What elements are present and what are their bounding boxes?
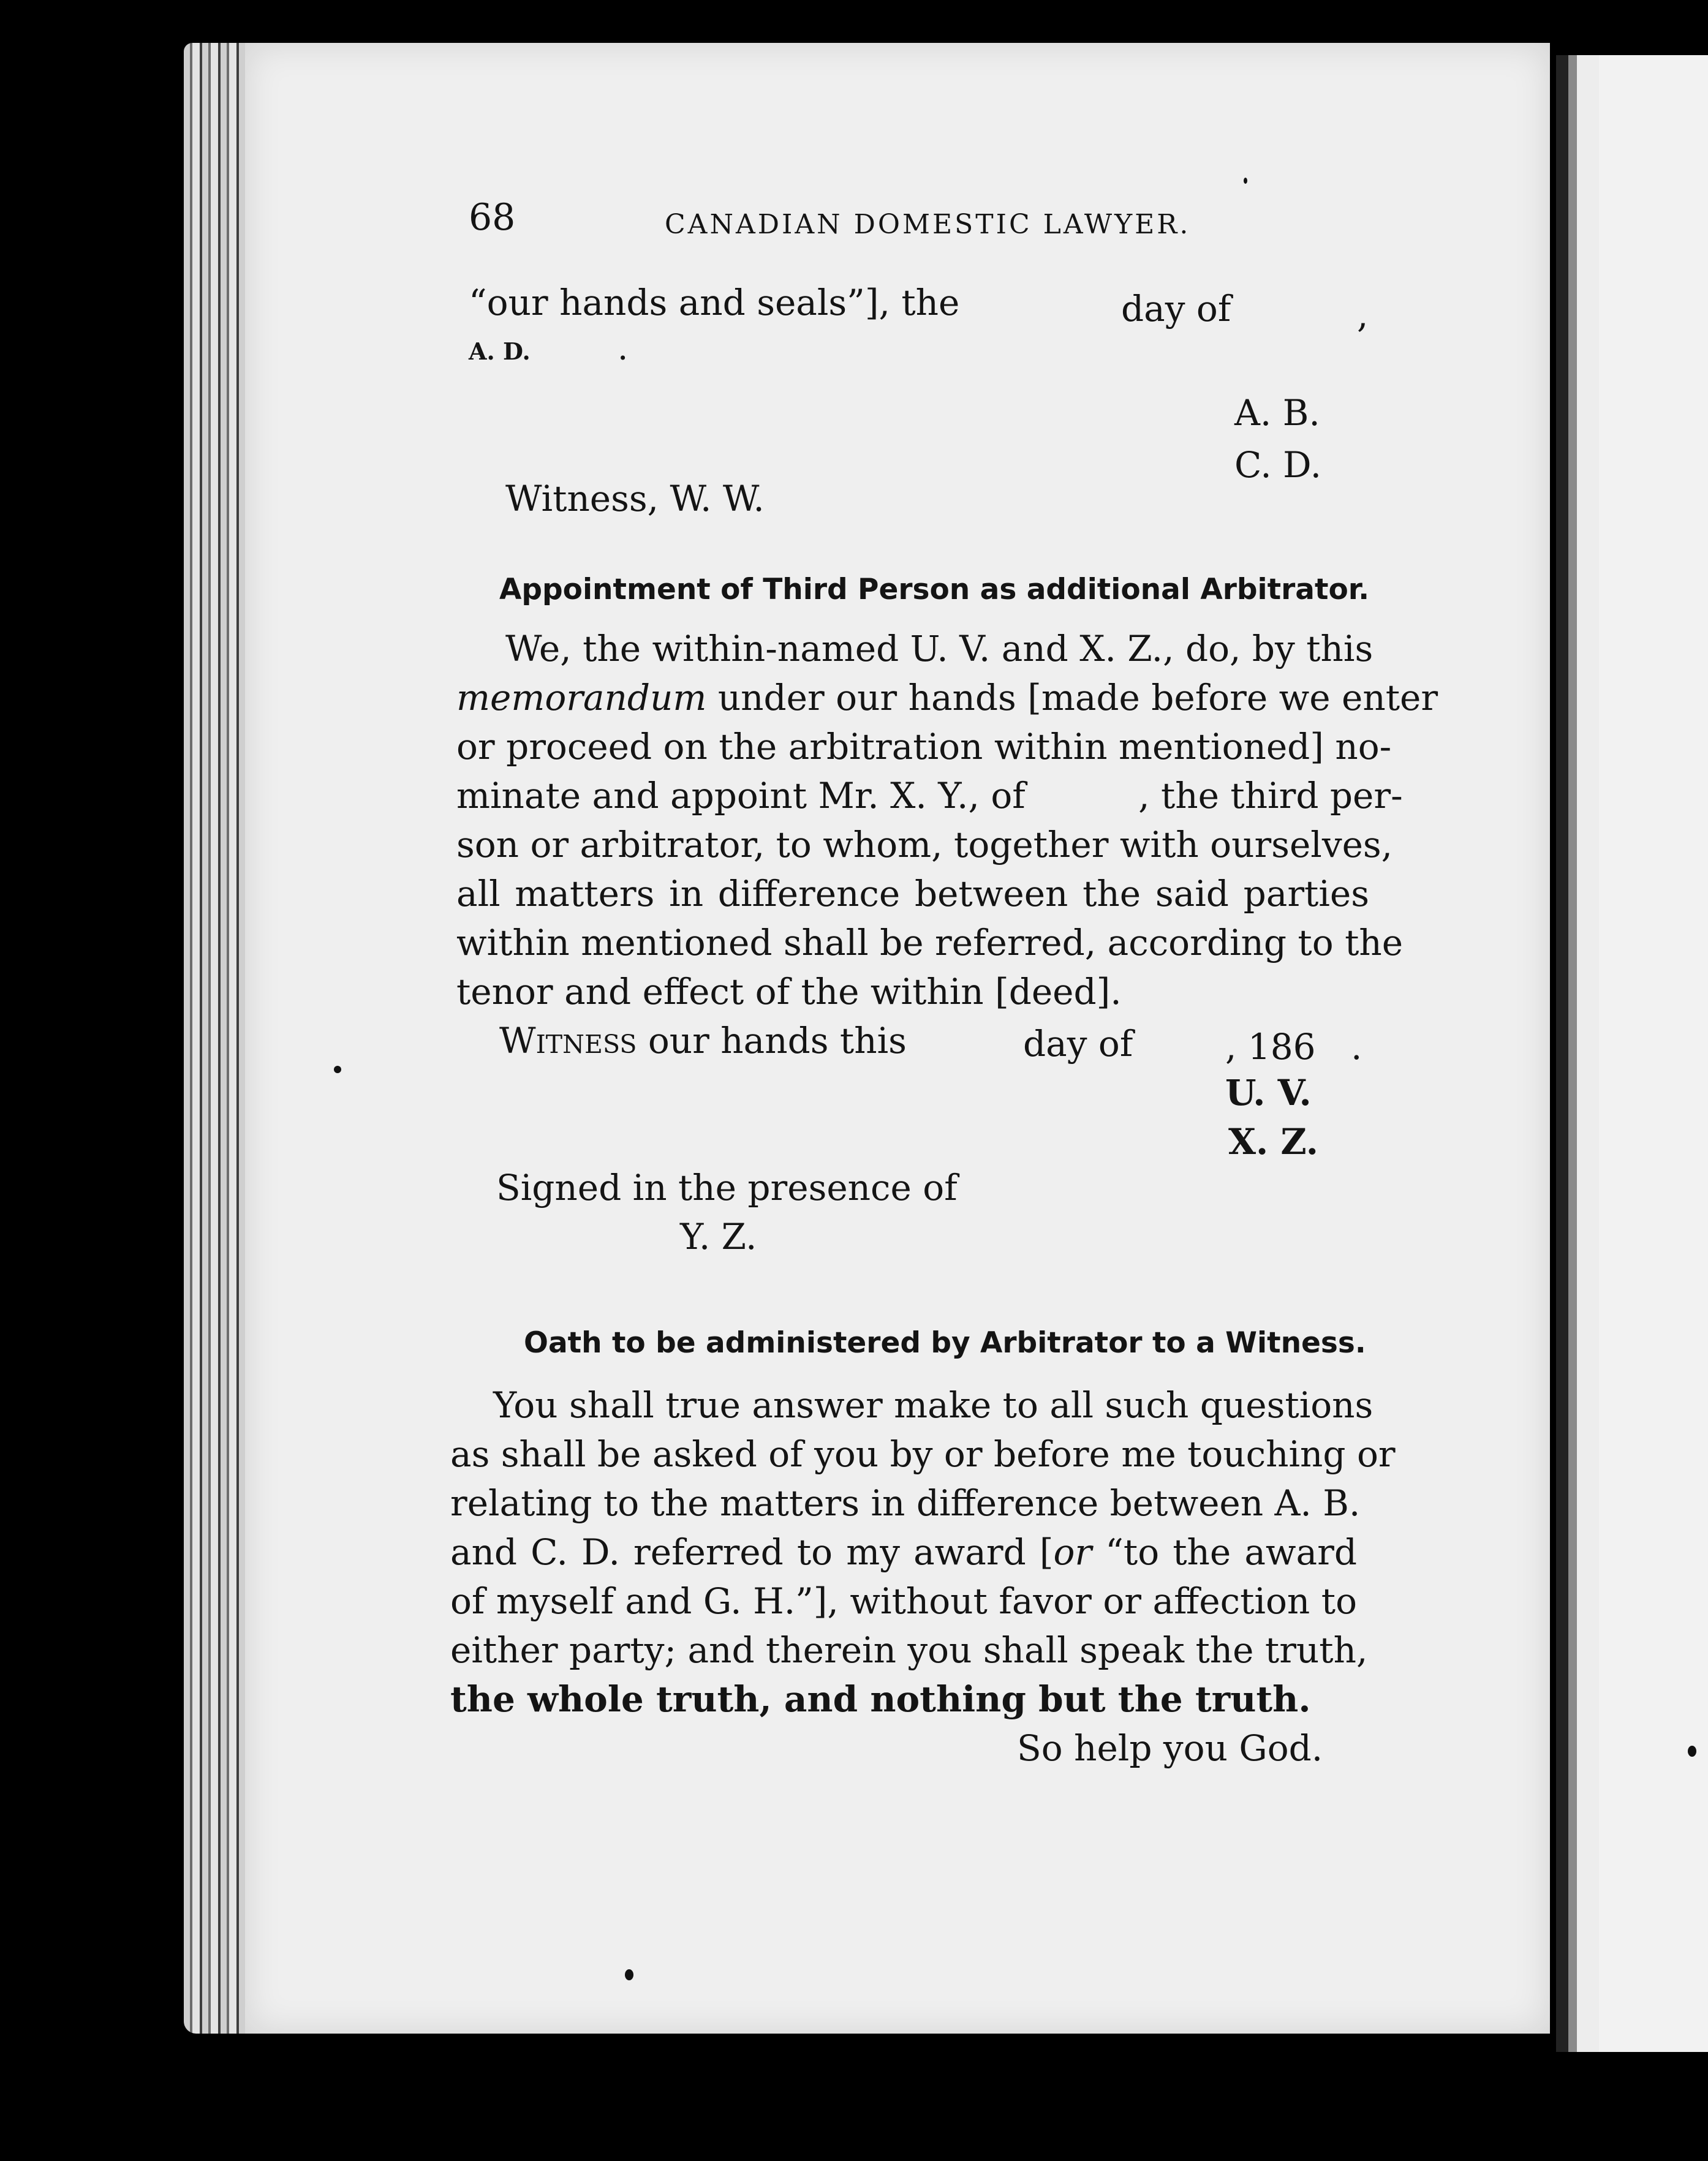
form-line-2-dot: . bbox=[619, 338, 627, 365]
form-line-2: A. D. bbox=[469, 338, 531, 365]
ink-speck bbox=[1688, 1746, 1696, 1757]
oath-line-7: the whole truth, and nothing but the truth. bbox=[450, 1678, 1311, 1720]
signature-ab: A. B. bbox=[1234, 392, 1320, 434]
appointment-witness-year: , 186 bbox=[1225, 1026, 1316, 1068]
appointment-line-2 bbox=[456, 677, 1438, 718]
appointment-witness bbox=[499, 1020, 907, 1062]
witness-smallcaps: Witness bbox=[499, 1020, 637, 1062]
signature-cd: C. D. bbox=[1234, 444, 1322, 486]
appointment-line-5: son or arbitrator, to whom, together with ourselves, bbox=[456, 824, 1393, 866]
witness-line: Witness, W. W. bbox=[505, 478, 765, 519]
oath-line-4-start: and C. D. bbox=[450, 1531, 620, 1573]
memorandum-word: memorandum bbox=[456, 677, 707, 718]
oath-line-4-mid: referred to my award [ bbox=[633, 1531, 1054, 1573]
oath-line-2: as shall be asked of you by or before me touching or bbox=[450, 1433, 1396, 1475]
appointment-line-7: within mentioned shall be referred, according to the bbox=[456, 922, 1404, 964]
oath-closing: So help you God. bbox=[1017, 1727, 1323, 1769]
form-line-1-day: day of bbox=[1121, 288, 1231, 330]
appointment-line-3: or proceed on the arbitration within mentioned] no- bbox=[456, 726, 1392, 767]
appointment-heading: Appointment of Third Person as additional Arbitrator. bbox=[499, 573, 1370, 606]
ink-speck bbox=[625, 1969, 633, 1980]
form-line-1-comma: , bbox=[1357, 294, 1369, 336]
signature-uv: U. V. bbox=[1225, 1072, 1312, 1114]
oath-line-1: You shall true answer make to all such questions bbox=[493, 1384, 1374, 1426]
appointment-line-1: We, the within-named U. V. and X. Z., do, by this bbox=[505, 628, 1374, 669]
signed-presence: Signed in the presence of bbox=[496, 1167, 958, 1209]
appointment-witness-day: day of bbox=[1023, 1023, 1133, 1065]
appointment-line-2-text: under our hands [made before we enter bbox=[717, 677, 1438, 718]
appointment-line-8: tenor and effect of the within [deed]. bbox=[456, 971, 1122, 1013]
appointment-line-6: all matters in difference between the said parties bbox=[456, 873, 1369, 915]
oath-line-5: of myself and G. H.”], without favor or affection to bbox=[450, 1580, 1357, 1622]
page-number: 68 bbox=[469, 196, 516, 239]
appointment-line-4: minate and appoint Mr. X. Y., of , the third per- bbox=[456, 775, 1403, 817]
oath-line-4-or: or bbox=[1053, 1531, 1092, 1573]
ink-speck bbox=[1244, 178, 1247, 184]
oath-line-6: either party; and therein you shall speak the truth, bbox=[450, 1629, 1368, 1671]
facing-page-edge bbox=[1556, 55, 1708, 2052]
oath-line-4 bbox=[450, 1531, 1357, 1573]
oath-heading: Oath to be administered by Arbitrator to a Witness. bbox=[524, 1326, 1366, 1360]
oath-line-4-end: “to the award bbox=[1105, 1531, 1357, 1573]
signer-yz: Y. Z. bbox=[680, 1216, 757, 1258]
oath-line-3: relating to the matters in difference between A. B. bbox=[450, 1482, 1361, 1524]
running-head: CANADIAN DOMESTIC LAWYER. bbox=[665, 209, 1191, 240]
form-line-1: “our hands and seals”], the bbox=[469, 282, 960, 323]
appointment-witness-dot: . bbox=[1351, 1026, 1362, 1068]
witness-rest: our hands this bbox=[648, 1020, 907, 1062]
ink-speck bbox=[334, 1066, 341, 1073]
signature-xz: X. Z. bbox=[1228, 1121, 1318, 1163]
